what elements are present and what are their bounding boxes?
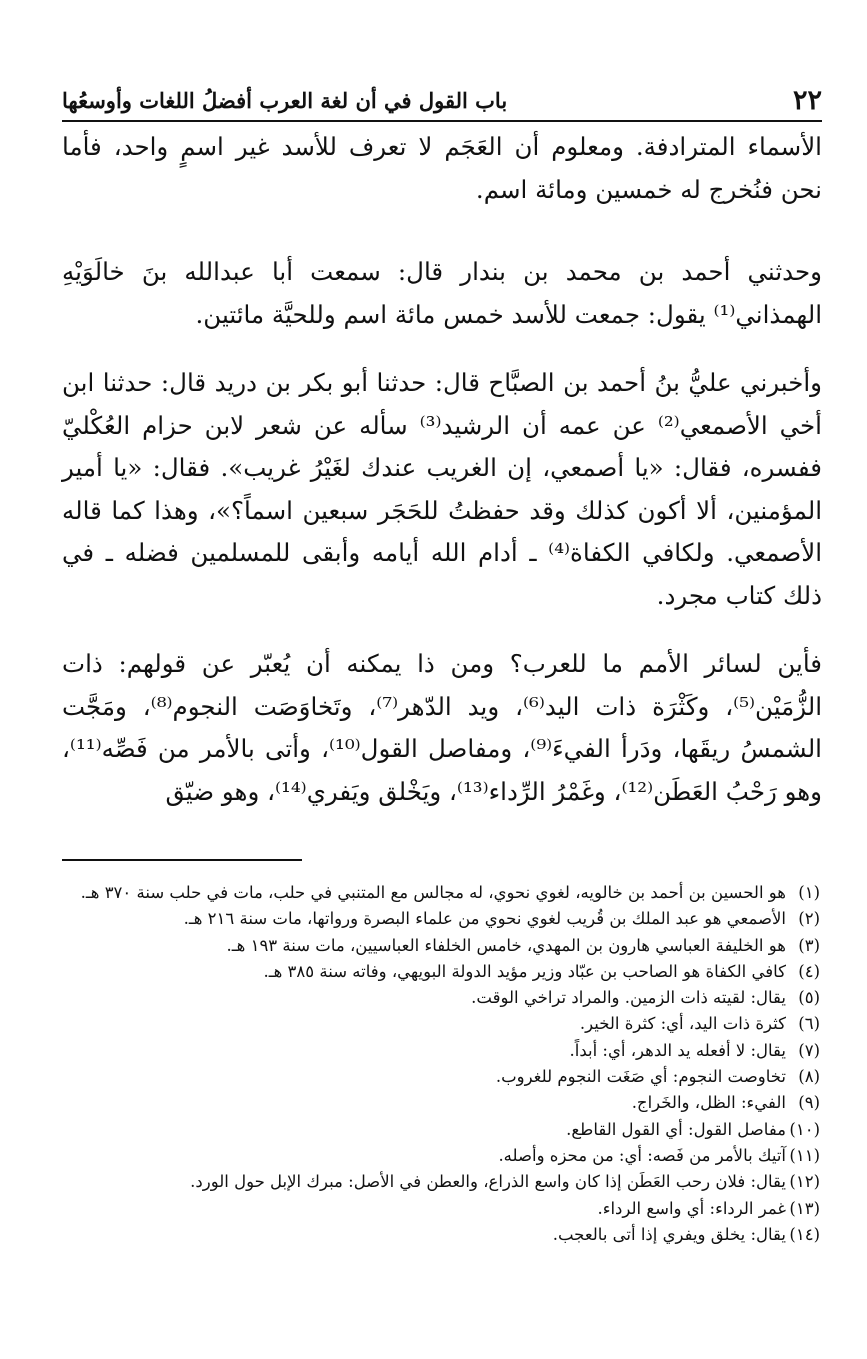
- footnote-number: (٨): [798, 1067, 820, 1087]
- page-header: [62, 78, 822, 122]
- footnote-text: هو الخليفة العباسي هارون بن المهدي، خامس الخلفاء العباسيين، مات سنة ١٩٣ هـ.: [226, 935, 786, 955]
- footnote-text: هو الحسين بن أحمد بن خالويه، لغوي نحوي، له مجالس مع المتنبي في حلب، مات في حلب سنة ٣٧٠ هـ.: [80, 883, 786, 902]
- footnote: [64, 1169, 820, 1195]
- footnote: [64, 1038, 820, 1064]
- footnote: [64, 1143, 820, 1169]
- footnote-number: (٥): [798, 988, 820, 1008]
- footnote-number: (١٠): [789, 1119, 820, 1139]
- footnote-number: (٢): [798, 909, 820, 929]
- footnote-number: (١٣): [789, 1198, 820, 1218]
- footnote-number: (١): [798, 883, 820, 902]
- footnote-text: يقال: لقيته ذات الزمين. والمراد تراخي الوقت.: [471, 988, 786, 1008]
- footnote: [64, 1064, 820, 1090]
- footnote-number: (٦): [798, 1014, 820, 1034]
- footnote-text: مفاصل القول: أي القول القاطع.: [566, 1119, 786, 1139]
- paragraph: وأخبرني عليُّ بنُ أحمد بن الصبَّاح قال: حدثنا أبو بكر بن دريد قال: حدثنا ابن أخي الأصمعي⁽²⁾ عن عمه أن الرشيد⁽³⁾ سأله عن شعر لابن حزام العُكْليّ ففسره، فقال: «يا أصمعي، إن الغريب عندك لغَيْرُ غريب». فقال: «يا أمير المؤمنين، ألا أكون كذلك وقد حفظتُ للحَجَر سبعين اسماً؟»، وهذا كما قاله الأصمعي. ولكافي الكفاة⁽⁴⁾ ـ أدام الله أيامه وأبقى للمسلمين فضله ـ في ذلك كتاب مجرد.: [62, 368, 822, 610]
- footnote-text: يقال: فلان رحب العَطَن إذا كان واسع الذراع، والعطن في الأصل: مبرك الإبل حول الورد.: [190, 1172, 786, 1192]
- footnote-text: غمر الرداء: أي واسع الرداء.: [597, 1198, 786, 1218]
- footnote: [64, 906, 820, 932]
- footnote: [64, 1011, 820, 1037]
- footnote-text: يقال: لا أفعله يد الدهر، أي: أبداً.: [569, 1040, 786, 1060]
- footnote: [64, 985, 820, 1011]
- paragraph: فأين لسائر الأمم ما للعرب؟ ومن ذا يمكنه أن يُعبّر عن قولهم: ذات الزُّمَيْن⁽⁵⁾، وكَثْرَة ذات اليد⁽⁶⁾، ويد الدّهر⁽⁷⁾، وتَخاوَصَت النجوم⁽⁸⁾، ومَجَّت الشمسُ ريقَها، ودَرأ الفيءَ⁽⁹⁾، ومفاصل القول⁽¹⁰⁾، وأتى بالأمر من فَصِّه⁽¹¹⁾، وهو رَحْبُ العَطَن⁽¹²⁾، وغَمْرُ الرِّداء⁽¹³⁾، ويَخْلق ويَفري⁽¹⁴⁾، وهو ضيّق: [62, 649, 823, 806]
- footnote: [64, 880, 820, 906]
- footnote-text: يقال: يخلق ويفري إذا أتى بالعجب.: [552, 1224, 786, 1244]
- footnote-number: (١٢): [789, 1172, 820, 1192]
- footnote: [64, 1196, 820, 1222]
- footnote: [64, 1090, 820, 1116]
- footnote-number: (٧): [798, 1040, 820, 1060]
- footnote: [64, 933, 820, 959]
- footnotes-section: [64, 880, 820, 1248]
- footnote-text: كثرة ذات اليد، أي: كثرة الخير.: [579, 1014, 786, 1034]
- main-text: [62, 126, 822, 813]
- footnote-number: (٩): [798, 1093, 820, 1113]
- paragraph: الأسماء المترادفة. ومعلوم أن العَجَم لا تعرف للأسد غير اسمٍ واحد، فأما نحن فنُخرج له خمسين ومائة اسم.: [62, 132, 822, 204]
- footnote-number: (٣): [798, 935, 820, 955]
- footnote-text: الفيء: الظل، والخَراج.: [631, 1093, 786, 1113]
- paragraph: وحدثني أحمد بن محمد بن بندار قال: سمعت أبا عبدالله بنَ خالَوَيْهِ الهمذاني⁽¹⁾ يقول: جمعت للأسد خمس مائة اسم وللحيَّة مائتين.: [62, 257, 822, 329]
- page-number: ٢٢: [792, 85, 822, 116]
- footnote: [64, 959, 820, 985]
- footnote-text: الأصمعي هو عبد الملك بن قُريب لغوي نحوي من علماء البصرة ورواتها، مات سنة ٢١٦ هـ.: [183, 909, 786, 929]
- running-title: باب القول في أن لغة العرب أفضلُ اللغات وأوسعُها: [62, 88, 508, 113]
- footnote-separator: [62, 859, 302, 861]
- footnote-number: (٤): [798, 961, 820, 981]
- footnote-number: (١١): [789, 1145, 820, 1165]
- footnote-number: (١٤): [789, 1224, 820, 1244]
- book-page: [62, 78, 822, 839]
- footnote-text: تخاوصت النجوم: أي صَغَت النجوم للغروب.: [495, 1067, 786, 1087]
- footnote: [64, 1117, 820, 1143]
- footnote: [64, 1222, 820, 1248]
- footnote-text: كافي الكفاة هو الصاحب بن عبّاد وزير مؤيد الدولة البويهي، وفاته سنة ٣٨٥ هـ.: [263, 961, 786, 981]
- footnote-text: آتيك بالأمر من فَصه: أي: من محزه وأصله.: [498, 1145, 786, 1165]
